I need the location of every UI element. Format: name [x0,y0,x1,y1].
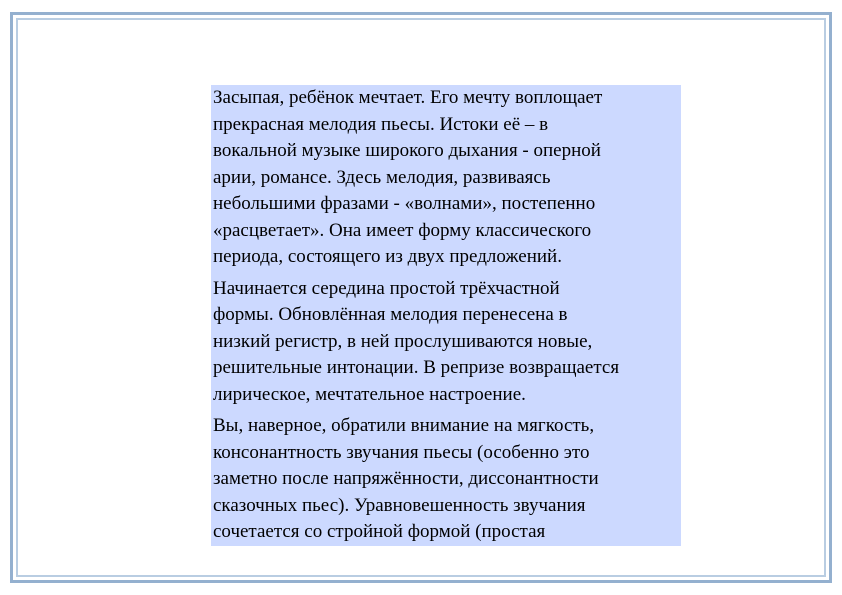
text-line: вокальной музыке широкого дыхания - оперной [213,140,601,161]
text-line: сочетается со стройной формой (простая [213,521,546,542]
text-line: Вы, наверное, обратили внимание на мягкость, [213,415,595,436]
text-line: формы. Обновлённая мелодия перенесена в [213,304,568,325]
paragraph-2 [213,276,679,409]
paragraph-1 [213,85,679,271]
text-line: сказочных пьес). Уравновешенность звучания [213,494,586,516]
text-line: Начинается середина простой трёхчастной [213,277,560,299]
text-line: решительные интонации. В репризе возвращается [213,357,620,378]
text-line: заметно после напряжённости, диссонантности [213,468,599,489]
text-line: периода, состоящего из двух предложений. [213,246,562,267]
text-line: низкий регистр, в ней прослушиваются новые, [213,330,593,352]
text-line: «расцветает». Она имеет форму классического [213,219,592,241]
text-line: Засыпая, ребёнок мечтает. Его мечту воплощает [213,87,603,108]
text-line: прекрасная мелодия пьесы. Истоки её – в [213,113,549,135]
text-line: небольшими фразами - «волнами», постепенно [213,193,596,214]
paragraph-3 [213,413,679,546]
text-box [211,85,681,546]
text-line: лирическое, мечтательное настроение. [213,383,526,405]
text-line: арии, романсе. Здесь мелодия, развиваясь [213,166,551,188]
text-line: консонантность звучания пьесы (особенно это [213,441,590,463]
